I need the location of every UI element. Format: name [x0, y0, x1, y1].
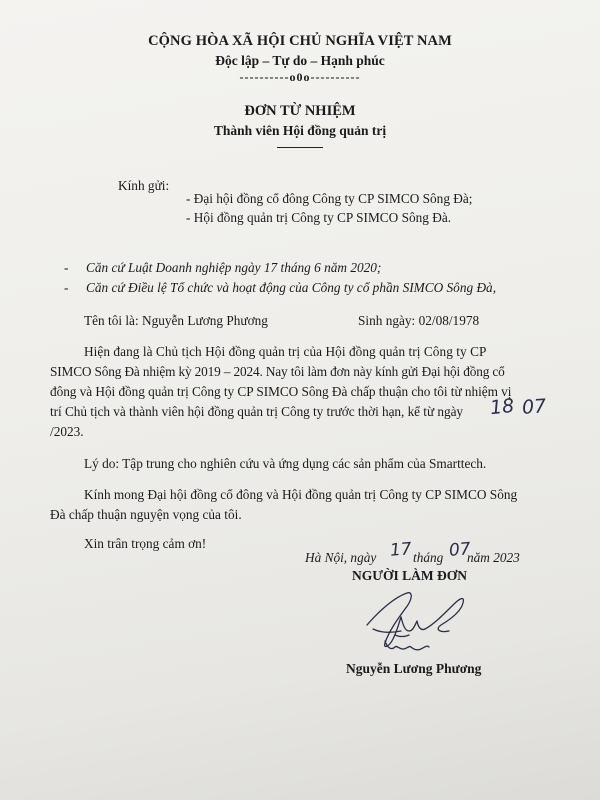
- handwritten-day: 18: [488, 394, 516, 420]
- reason-line: Lý do: Tập trung cho nghiên cứu và ứng dụng các sản phẩm của Smarttech.: [84, 456, 487, 471]
- basis-item: Căn cứ Luật Doanh nghiệp ngày 17 tháng 6 năm 2020;: [86, 260, 382, 275]
- handwritten-date-month: 07: [448, 539, 472, 561]
- basis-bullet: -: [64, 280, 69, 295]
- date-month-word: tháng: [413, 550, 444, 565]
- recipient-item: - Đại hội đồng cổ đông Công ty CP SIMCO Sông Đà;: [186, 191, 473, 206]
- applicant-name: Tên tôi là: Nguyễn Lương Phương: [84, 313, 268, 328]
- signer-name: Nguyễn Lương Phương: [346, 661, 482, 676]
- signer-label: NGƯỜI LÀM ĐƠN: [352, 568, 467, 583]
- recipients-label: Kính gửi:: [118, 178, 170, 193]
- request-line: Kính mong Đại hội đồng cổ đông và Hội đồng quản trị Công ty CP SIMCO Sông: [84, 487, 518, 502]
- handwritten-month: 07: [521, 395, 547, 419]
- national-title: CỘNG HÒA XÃ HỘI CHỦ NGHĨA VIỆT NAM: [148, 33, 452, 49]
- basis-item: Căn cứ Điều lệ Tổ chức và hoạt động của Công ty cổ phần SIMCO Sông Đà,: [86, 280, 497, 295]
- body-line: Hiện đang là Chủ tịch Hội đồng quản trị của Hội đồng quản trị Công ty CP: [84, 344, 487, 359]
- applicant-dob: Sinh ngày: 02/08/1978: [358, 313, 480, 328]
- handwritten-date-day: 17: [389, 539, 413, 561]
- body-line: đông và Hội đồng quản trị Công ty CP SIMCO Sông Đà chấp thuận cho tôi từ nhiệm vị: [50, 384, 512, 399]
- signature-icon: [355, 585, 475, 665]
- date-year: năm 2023: [467, 550, 520, 565]
- document-subtitle: Thành viên Hội đồng quản trị: [213, 123, 387, 138]
- closing-line: Xin trân trọng cảm ơn!: [84, 536, 207, 551]
- body-line: SIMCO Sông Đà nhiệm kỳ 2019 – 2024. Nay tôi làm đơn này kính gửi Đại hội đồng cổ: [50, 364, 505, 379]
- date-place: Hà Nội, ngày: [305, 550, 377, 565]
- request-line: Đà chấp thuận nguyện vọng của tôi.: [50, 507, 242, 522]
- body-line: trí Chủ tịch và thành viên hội đồng quản trị Công ty trước thời hạn, kể từ ngày: [50, 404, 464, 419]
- body-year: /2023.: [50, 424, 84, 439]
- document-title: ĐƠN TỪ NHIỆM: [244, 103, 356, 119]
- basis-bullet: -: [64, 260, 69, 275]
- header-separator: ----------o0o----------: [239, 70, 361, 84]
- recipient-item: - Hội đồng quản trị Công ty CP SIMCO Sông Đà.: [186, 210, 452, 225]
- national-motto: Độc lập – Tự do – Hạnh phúc: [215, 53, 385, 68]
- title-underline: [277, 147, 323, 148]
